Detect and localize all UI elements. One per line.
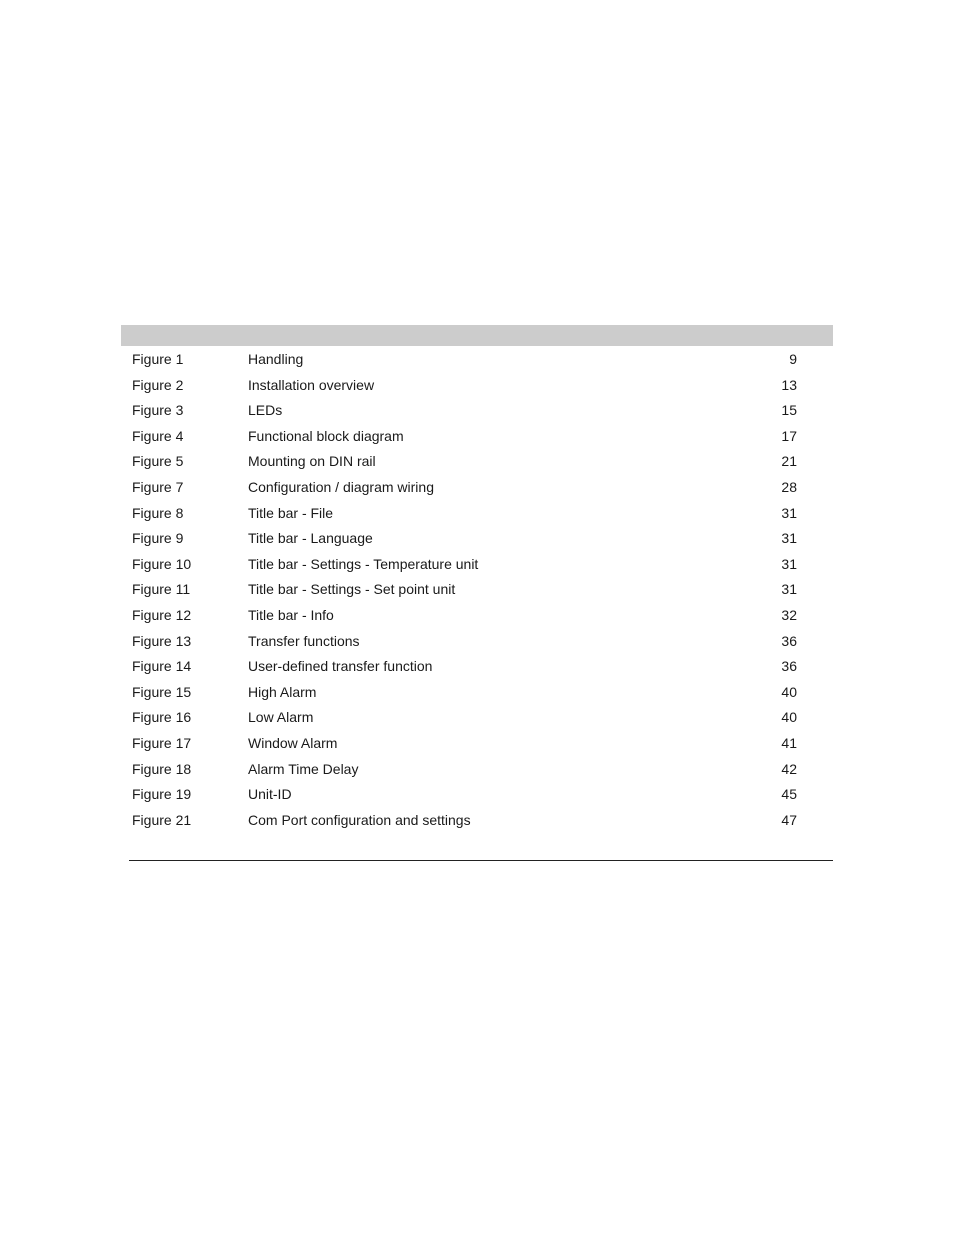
figure-page-number: 31 [781,530,797,547]
figure-title: Transfer functions [248,632,360,649]
table-header-bar [121,325,833,346]
figure-title: Title bar - Language [248,530,373,547]
figure-title: Com Port configuration and settings [248,811,471,828]
figure-row[interactable] [121,449,833,475]
figure-row[interactable] [121,603,833,629]
figure-page-number: 31 [781,581,797,598]
figure-page-number: 17 [781,427,797,444]
figure-row[interactable] [121,705,833,731]
figure-label: Figure 16 [132,709,192,726]
figure-row[interactable] [121,552,833,578]
figure-label: Figure 4 [132,427,184,444]
figure-page-number: 41 [781,734,797,751]
figure-row[interactable] [121,526,833,552]
figure-page-number: 40 [781,709,797,726]
figure-label: Figure 17 [132,734,192,751]
figure-page-number: 32 [781,606,797,623]
figure-label: Figure 5 [132,453,184,470]
figure-title: Alarm Time Delay [248,760,359,777]
figure-title: Title bar - Info [248,606,334,623]
figure-title: LEDs [248,402,283,419]
figure-label: Figure 12 [132,606,192,623]
figure-page-number: 36 [781,632,797,649]
figure-title: User-defined transfer function [248,658,433,675]
figure-page-number: 45 [781,786,797,803]
figure-row[interactable] [121,424,833,450]
figure-title: Unit-ID [248,786,292,803]
figure-label: Figure 21 [132,811,192,828]
figure-title: High Alarm [248,683,317,700]
figure-row[interactable] [121,731,833,757]
figure-label: Figure 2 [132,376,184,393]
figure-page-number: 42 [781,760,797,777]
figure-title: Configuration / diagram wiring [248,478,434,495]
bottom-divider [129,860,833,861]
figure-page-number: 15 [781,402,797,419]
figure-row[interactable] [121,373,833,399]
figure-page-number: 31 [781,555,797,572]
figure-row[interactable] [121,629,833,655]
figure-row[interactable] [121,475,833,501]
figure-title: Handling [248,351,304,367]
figure-label: Figure 14 [132,658,192,675]
figure-title: Functional block diagram [248,427,404,444]
figure-label: Figure 11 [132,581,191,598]
figure-title: Mounting on DIN rail [248,453,376,470]
figure-row[interactable] [121,680,833,706]
figure-title: Title bar - File [248,504,334,521]
figure-page-number: 21 [781,453,797,470]
figure-title: Title bar - Settings - Set point unit [248,581,456,598]
figure-row[interactable] [121,757,833,783]
figure-page-number: 13 [781,376,797,393]
figure-title: Low Alarm [248,709,314,726]
figure-row[interactable] [121,808,833,834]
figure-title: Installation overview [248,376,375,393]
figure-page-number: 40 [781,683,797,700]
figure-label: Figure 13 [132,632,192,649]
figure-label: Figure 7 [132,478,184,495]
figure-row[interactable] [121,654,833,680]
figure-label: Figure 15 [132,683,192,700]
figure-label: Figure 3 [132,402,184,419]
figure-label: Figure 10 [132,555,192,572]
figure-row[interactable] [121,347,833,373]
figure-page-number: 9 [789,351,797,367]
figure-title: Title bar - Settings - Temperature unit [248,555,479,572]
figure-label: Figure 19 [132,786,192,803]
figure-label: Figure 9 [132,530,184,547]
figure-title: Window Alarm [248,734,338,751]
figure-row[interactable] [121,501,833,527]
figure-row[interactable] [121,577,833,603]
figure-row[interactable] [121,782,833,808]
figure-label: Figure 1 [132,351,184,367]
figure-page-number: 28 [781,478,797,495]
figure-page-number: 31 [781,504,797,521]
figure-label: Figure 18 [132,760,192,777]
figure-page-number: 36 [781,658,797,675]
list-of-figures [121,347,833,833]
figure-label: Figure 8 [132,504,184,521]
figure-page-number: 47 [781,811,797,828]
figure-row[interactable] [121,398,833,424]
